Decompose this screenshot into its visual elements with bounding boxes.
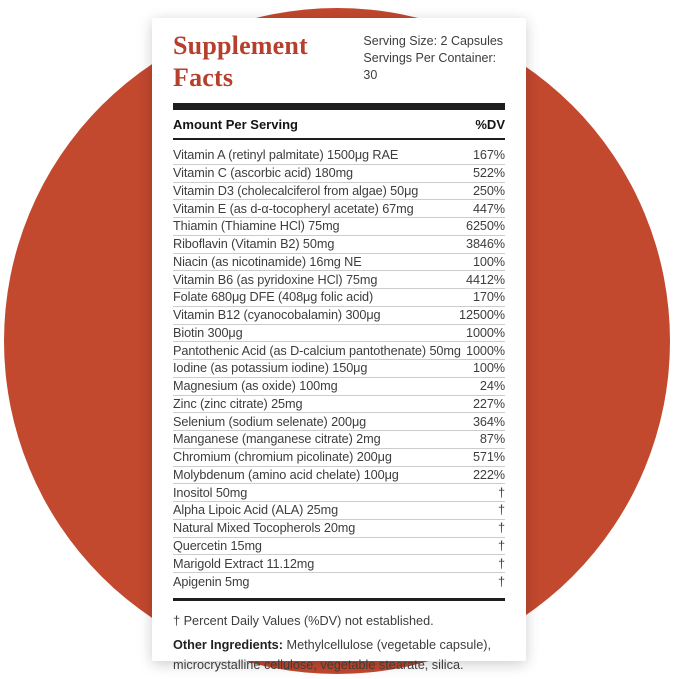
nutrient-row — [173, 484, 505, 502]
nutrient-name: Iodine (as potassium iodine) 150μg — [173, 361, 368, 376]
nutrient-row — [173, 236, 505, 254]
other-ingredients — [173, 635, 505, 675]
nutrient-name: Biotin 300μg — [173, 325, 243, 340]
dv-header: %DV — [475, 117, 505, 132]
nutrient-row — [173, 573, 505, 591]
nutrient-dv: 6250% — [465, 219, 505, 234]
nutrient-row — [173, 555, 505, 573]
nutrient-dv: † — [498, 538, 505, 553]
nutrient-dv: 364% — [472, 414, 505, 429]
nutrient-name: Molybdenum (amino acid chelate) 100μg — [173, 467, 399, 482]
nutrient-dv: 3846% — [465, 237, 505, 252]
amount-per-serving-header: Amount Per Serving — [173, 117, 298, 132]
nutrient-dv: 167% — [472, 148, 505, 163]
dv-footnote: † Percent Daily Values (%DV) not established. — [173, 613, 434, 628]
nutrient-dv: 24% — [479, 379, 505, 394]
serving-info — [363, 33, 505, 83]
nutrient-dv: 100% — [472, 361, 505, 376]
nutrient-row — [173, 360, 505, 378]
nutrient-dv: † — [498, 485, 505, 500]
nutrient-name: Manganese (manganese citrate) 2mg — [173, 432, 381, 447]
nutrient-dv: 170% — [472, 290, 505, 305]
nutrient-row — [173, 342, 505, 360]
nutrient-name: Marigold Extract 11.12mg — [173, 556, 315, 571]
nutrient-name: Apigenin 5mg — [173, 574, 250, 589]
nutrient-name: Vitamin B6 (as pyridoxine HCl) 75mg — [173, 272, 378, 287]
nutrient-dv: 100% — [472, 254, 505, 269]
serving-size: Serving Size: 2 Capsules — [363, 34, 504, 48]
nutrient-name: Vitamin B12 (cyanocobalamin) 300μg — [173, 308, 381, 323]
nutrient-name: Chromium (chromium picolinate) 200μg — [173, 450, 392, 465]
nutrient-row — [173, 200, 505, 218]
nutrient-name: Quercetin 15mg — [173, 538, 262, 553]
nutrient-row — [173, 502, 505, 520]
nutrient-table — [173, 147, 505, 591]
nutrient-row — [173, 520, 505, 538]
label-header — [173, 30, 505, 94]
nutrient-name: Vitamin C (ascorbic acid) 180mg — [173, 166, 354, 181]
nutrient-dv: 227% — [472, 396, 505, 411]
nutrient-name: Alpha Lipoic Acid (ALA) 25mg — [173, 503, 339, 518]
nutrient-name: Natural Mixed Tocopherols 20mg — [173, 521, 356, 536]
thick-divider-bottom — [173, 598, 505, 601]
nutrient-dv: † — [498, 521, 505, 536]
other-ingredients-text: Methylcellulose (vegetable capsule), microcrystalline cellulose, vegetable stearate, silica. — [173, 637, 492, 672]
nutrient-row — [173, 147, 505, 165]
nutrient-row — [173, 307, 505, 325]
nutrient-dv: 447% — [472, 201, 505, 216]
nutrient-row — [173, 449, 505, 467]
nutrient-dv: 1000% — [465, 325, 505, 340]
nutrient-row — [173, 218, 505, 236]
nutrient-name: Thiamin (Thiamine HCl) 75mg — [173, 219, 340, 234]
nutrient-name: Niacin (as nicotinamide) 16mg NE — [173, 254, 362, 269]
nutrient-name: Vitamin E (as d-α-tocopheryl acetate) 67mg — [173, 201, 414, 216]
nutrient-row — [173, 378, 505, 396]
nutrient-name: Inositol 50mg — [173, 485, 248, 500]
nutrient-row — [173, 254, 505, 272]
nutrient-dv: 222% — [472, 467, 505, 482]
nutrient-dv: 1000% — [465, 343, 505, 358]
nutrient-dv: 87% — [479, 432, 505, 447]
column-header-row — [173, 110, 505, 140]
nutrient-row — [173, 183, 505, 201]
servings-per-container: Servings Per Container: 30 — [363, 50, 497, 82]
nutrient-dv: † — [498, 503, 505, 518]
nutrient-row — [173, 165, 505, 183]
nutrient-name: Selenium (sodium selenate) 200μg — [173, 414, 367, 429]
nutrient-name: Magnesium (as oxide) 100mg — [173, 379, 338, 394]
nutrient-name: Vitamin D3 (cholecalciferol from algae) 50μg — [173, 183, 419, 198]
nutrient-row — [173, 538, 505, 556]
nutrient-row — [173, 396, 505, 414]
supplement-label-card — [152, 18, 526, 672]
nutrient-dv: † — [498, 574, 505, 589]
nutrient-row — [173, 325, 505, 343]
nutrient-row — [173, 467, 505, 485]
nutrient-name: Folate 680μg DFE (408μg folic acid) — [173, 290, 374, 305]
nutrient-name: Vitamin A (retinyl palmitate) 1500μg RAE — [173, 148, 399, 163]
other-ingredients-label: Other Ingredients: — [173, 637, 283, 652]
thick-divider-top — [173, 103, 505, 110]
nutrient-row — [173, 413, 505, 431]
label-title: Supplement Facts — [173, 31, 308, 92]
nutrient-name: Zinc (zinc citrate) 25mg — [173, 396, 303, 411]
nutrient-row — [173, 289, 505, 307]
nutrient-row — [173, 271, 505, 289]
nutrient-dv: 522% — [472, 166, 505, 181]
nutrient-row — [173, 431, 505, 449]
nutrient-dv: 571% — [472, 450, 505, 465]
nutrient-name: Riboflavin (Vitamin B2) 50mg — [173, 237, 335, 252]
nutrient-dv: 250% — [472, 183, 505, 198]
nutrient-name: Pantothenic Acid (as D-calcium pantothenate) 50mg — [173, 343, 461, 358]
nutrient-dv: 12500% — [459, 308, 505, 323]
nutrient-dv: † — [498, 556, 505, 571]
nutrient-dv: 4412% — [465, 272, 505, 287]
